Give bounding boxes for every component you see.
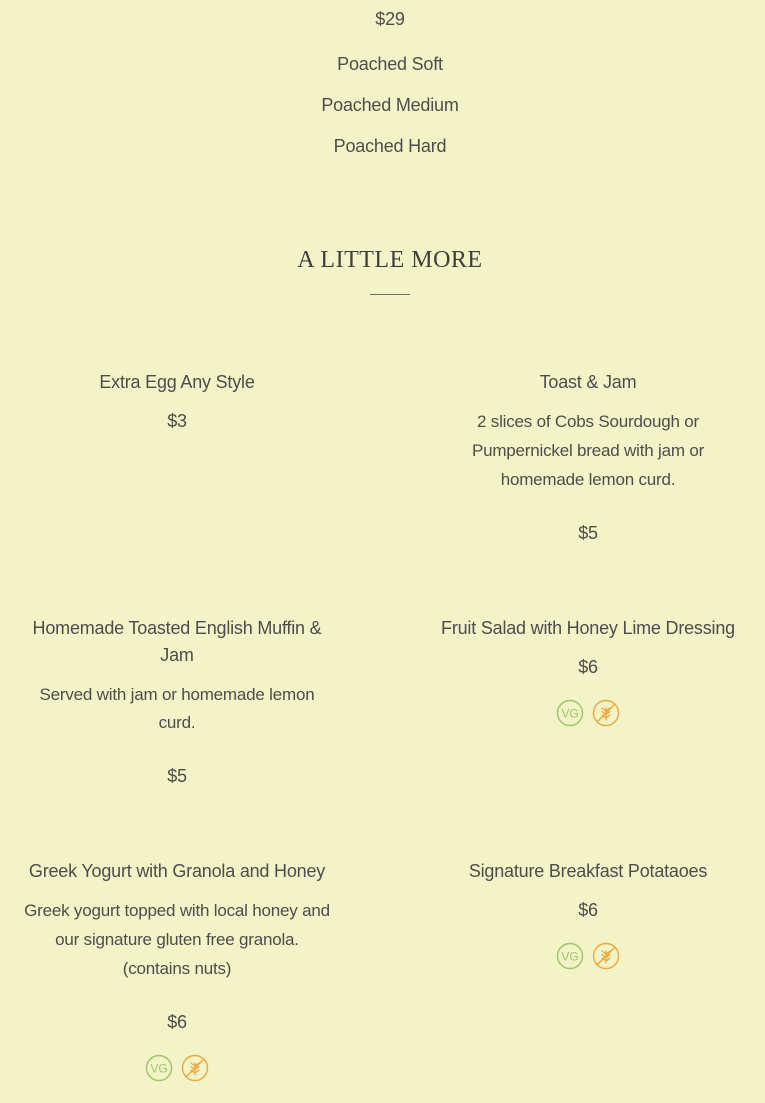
top-item-price: $29 — [375, 9, 405, 29]
item-price-extra-egg: $3 — [167, 411, 187, 431]
svg-text:VG: VG — [561, 706, 579, 721]
dietary-badges-greek-yogurt — [27, 1054, 327, 1082]
option-poached-soft: Poached Soft — [337, 54, 443, 74]
gluten-free-icon — [592, 942, 620, 970]
item-desc-greek-yogurt-line2: our signature gluten free granola. — [55, 930, 299, 949]
item-name-english-muffin-line2: Jam — [160, 645, 194, 665]
item-price-greek-yogurt: $6 — [167, 1012, 187, 1032]
item-price-breakfast-potatoes: $6 — [578, 900, 598, 920]
option-poached-medium: Poached Medium — [321, 95, 459, 115]
item-name-extra-egg: Extra Egg Any Style — [99, 372, 255, 392]
item-name-greek-yogurt: Greek Yogurt with Granola and Honey — [28, 861, 326, 881]
item-desc-greek-yogurt-line1: Greek yogurt topped with local honey and — [24, 901, 330, 920]
gluten-free-icon — [181, 1054, 209, 1082]
gluten-free-icon — [592, 699, 620, 727]
item-desc-toast-jam-line2: Pumpernickel bread with jam or — [471, 441, 705, 460]
vegan-icon — [145, 1054, 173, 1082]
item-name-english-muffin-line1: Homemade Toasted English Muffin & — [32, 618, 322, 638]
item-desc-toast-jam-line1: 2 slices of Cobs Sourdough or — [477, 412, 699, 431]
dietary-badges-breakfast-potatoes — [438, 942, 738, 970]
item-name-fruit-salad: Fruit Salad with Honey Lime Dressing — [441, 618, 735, 638]
item-desc-english-muffin-line2: curd. — [158, 713, 196, 732]
item-price-fruit-salad: $6 — [578, 657, 598, 677]
item-desc-greek-yogurt-line3: (contains nuts) — [122, 959, 232, 978]
section-divider — [370, 294, 410, 295]
option-poached-hard: Poached Hard — [333, 136, 447, 156]
vegan-icon — [556, 699, 584, 727]
item-name-toast-jam: Toast & Jam — [539, 372, 637, 392]
section-title: A LITTLE MORE — [297, 247, 483, 273]
item-name-breakfast-potatoes: Signature Breakfast Potataoes — [468, 861, 708, 881]
dietary-badges-fruit-salad — [438, 699, 738, 727]
item-price-toast-jam: $5 — [578, 523, 598, 543]
item-price-english-muffin: $5 — [167, 766, 187, 786]
item-desc-english-muffin-line1: Served with jam or homemade lemon — [39, 685, 315, 704]
svg-text:VG: VG — [561, 949, 579, 964]
svg-text:VG: VG — [150, 1061, 168, 1076]
vegan-icon — [556, 942, 584, 970]
item-desc-toast-jam-line3: homemade lemon curd. — [500, 470, 676, 489]
